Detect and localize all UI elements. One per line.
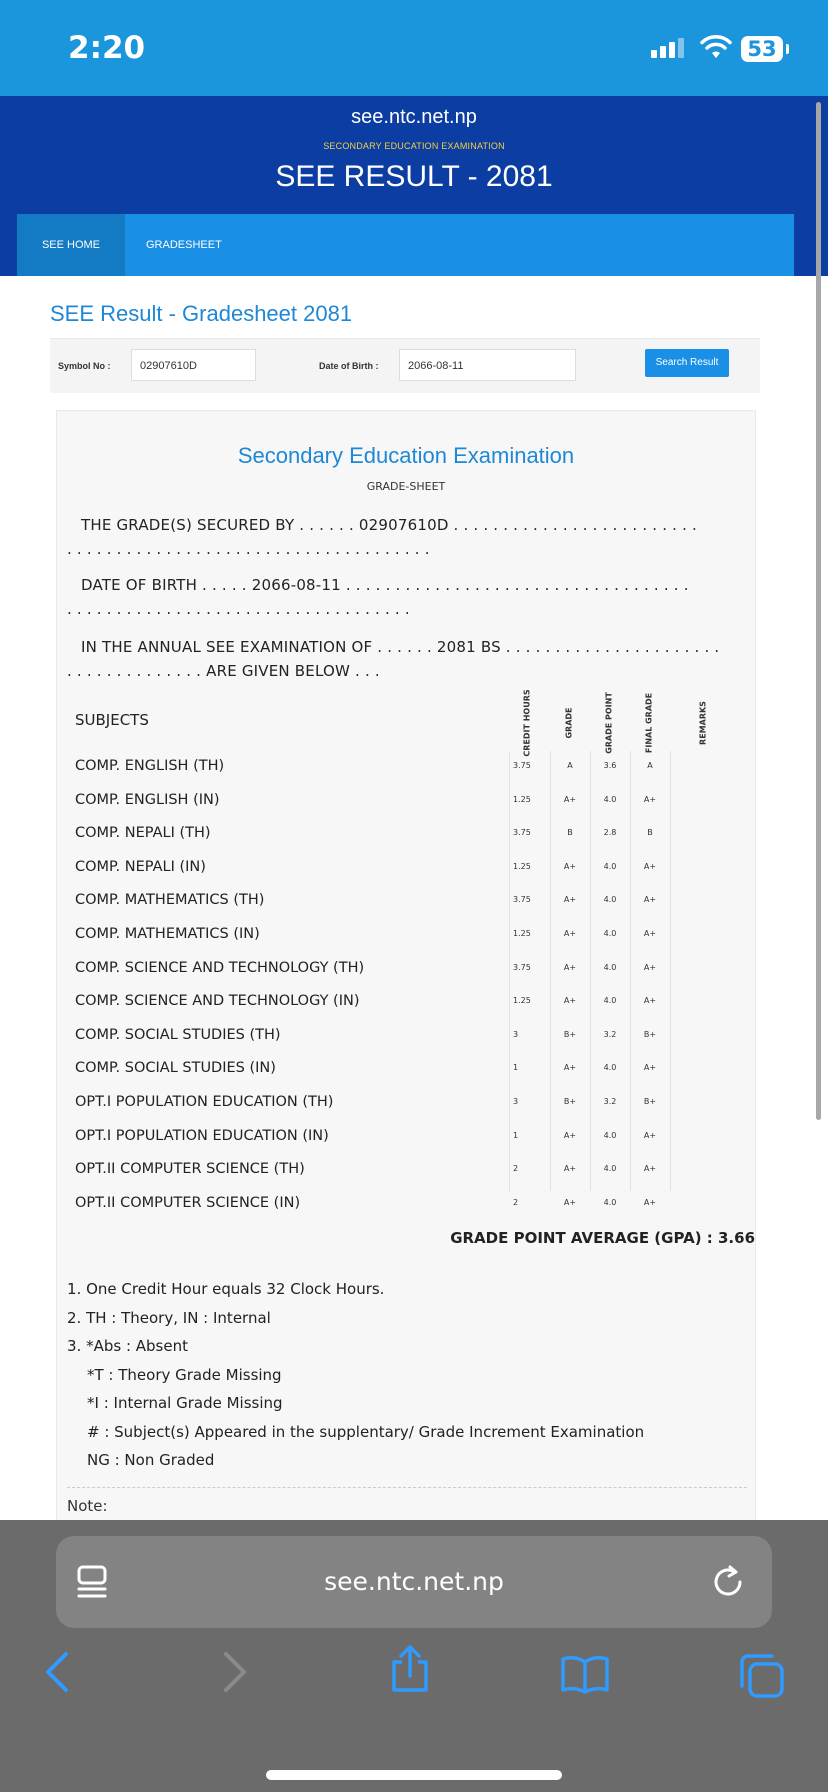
table-row [57,919,755,952]
grade-cell: A+ [563,1063,577,1073]
dob-line: DATE OF BIRTH . . . . . 2066-08-11 . . . . . . . . . . . . . . . . . . . . . . . . . . . . . . . . . . . [81,576,689,594]
table-row [57,953,755,986]
grade-point-cell: 4.0 [603,895,617,905]
table-row [57,1154,755,1187]
subjects-header: SUBJECTS [75,711,149,729]
note-item: 1. One Credit Hour equals 32 Clock Hours. [67,1280,385,1298]
final-grade-cell: B [647,828,653,838]
bookmarks-icon[interactable] [560,1654,610,1694]
subject-cell: COMP. NEPALI (TH) [75,825,211,842]
search-result-button[interactable]: Search Result [645,349,729,377]
site-subtitle: SECONDARY EDUCATION EXAMINATION [323,141,505,151]
grade-cell: A+ [563,794,577,804]
grade-cell: B+ [563,1029,577,1039]
grade-cell: A+ [563,1164,577,1174]
grade-header: GRADE [564,707,574,739]
site-header [0,96,828,214]
exam-line-2: . . . . . . . . . . . . . . ARE GIVEN BELOW . . . [67,662,380,680]
credit-hours-cell: 3 [513,1097,519,1106]
final-grade-cell: B+ [643,1029,657,1039]
cellular-signal-icon [651,38,687,58]
back-icon[interactable] [42,1650,72,1694]
final-grade-header: FINAL GRADE [644,692,654,754]
nav-see-home[interactable]: SEE HOME [17,214,125,276]
navbar-strip [17,214,794,276]
grade-point-cell: 4.0 [603,794,617,804]
secured-by-line-2: . . . . . . . . . . . . . . . . . . . . . . . . . . . . . . . . . . . . . [67,540,430,558]
final-grade-cell: A+ [643,794,657,804]
site-domain: see.ntc.net.np [351,106,477,128]
search-form [50,338,760,393]
note-item: # : Subject(s) Appeared in the supplentary/ Grade Increment Examination [87,1422,645,1441]
final-grade-cell: A+ [643,1164,657,1174]
address-bar[interactable] [56,1536,772,1628]
wifi-icon [700,34,732,60]
symbol-label: Symbol No : [58,361,111,371]
tabs-icon[interactable] [738,1652,786,1700]
grade-point-cell: 2.8 [603,828,617,838]
table-row [57,986,755,1019]
scrollbar[interactable] [816,102,821,1120]
subject-cell: OPT.I POPULATION EDUCATION (IN) [75,1127,329,1144]
grade-point-cell: 4.0 [603,1197,617,1207]
final-grade-cell: A+ [643,962,657,972]
table-row [57,1121,755,1154]
grade-point-cell: 3.2 [603,1029,617,1039]
subject-cell: COMP. MATHEMATICS (IN) [75,926,260,942]
grade-cell: A+ [563,861,577,871]
final-grade-cell: A+ [643,929,657,938]
share-icon[interactable] [388,1644,432,1694]
table-row [57,818,755,851]
grade-point-cell: 4.0 [603,996,617,1006]
grade-cell: B [567,828,573,838]
remarks-header: REMARKS [698,701,708,745]
subject-cell: OPT.I POPULATION EDUCATION (TH) [75,1094,334,1110]
grade-cell: B+ [563,1097,577,1106]
grade-point-cell: 4.0 [603,1130,617,1140]
final-grade-cell: A+ [643,1130,657,1140]
table-row [57,1087,755,1120]
final-grade-cell: A+ [643,895,657,905]
exam-line: IN THE ANNUAL SEE EXAMINATION OF . . . . . . 2081 BS . . . . . . . . . . . . . . . . . . . . . . [81,638,720,656]
final-grade-cell: A+ [643,1063,657,1073]
subject-cell: COMP. SCIENCE AND TECHNOLOGY (TH) [75,959,365,976]
credit-hours-cell: 1.25 [513,929,531,938]
forward-icon[interactable] [220,1650,250,1694]
credit-hours-cell: 3 [513,1029,519,1039]
table-row [57,1020,755,1053]
home-indicator[interactable] [266,1770,562,1780]
navbar [0,214,828,276]
credit-hours-cell: 3.75 [513,761,531,770]
subject-cell: OPT.II COMPUTER SCIENCE (TH) [75,1161,305,1178]
grade-point-header: GRADE POINT [604,692,614,754]
note-item: *T : Theory Grade Missing [87,1365,282,1384]
notes-list [67,1275,644,1475]
sheet-subtitle: GRADE-SHEET [366,480,446,493]
final-grade-cell: A+ [643,1197,657,1207]
browser-toolbar [0,1520,828,1792]
subject-cell: OPT.II COMPUTER SCIENCE (IN) [75,1194,301,1211]
credit-hours-header: CREDIT HOURS [522,689,532,757]
credit-hours-cell: 1 [513,1130,519,1140]
grade-sheet [56,410,756,1522]
table-row [57,785,755,818]
grade-cell: A+ [563,1197,577,1207]
grade-point-cell: 4.0 [603,929,617,938]
site-title: SEE RESULT - 2081 [275,160,553,193]
table-row [57,852,755,885]
subject-cell: COMP. ENGLISH (IN) [75,791,220,808]
dob-line-2: . . . . . . . . . . . . . . . . . . . . . . . . . . . . . . . . . . . [67,600,410,618]
final-grade-cell: A [647,761,653,770]
grade-point-cell: 4.0 [603,1063,617,1073]
grade-point-cell: 4.0 [603,861,617,871]
subject-cell: COMP. SCIENCE AND TECHNOLOGY (IN) [75,993,360,1010]
credit-hours-cell: 3.75 [513,828,531,838]
table-row [57,885,755,918]
grade-point-cell: 4.0 [603,1164,617,1174]
final-grade-cell: A+ [643,861,657,871]
nav-gradesheet[interactable]: GRADESHEET [146,239,222,251]
grade-cell: A+ [563,962,577,972]
credit-hours-cell: 1.25 [513,996,531,1006]
table-row [57,1053,755,1086]
table-row [57,1188,755,1221]
gpa-summary: GRADE POINT AVERAGE (GPA) : 3.66 [450,1229,755,1247]
table-row [57,751,755,784]
final-grade-cell: A+ [643,996,657,1006]
subject-cell: COMP. NEPALI (IN) [75,858,206,875]
note-item: *I : Internal Grade Missing [87,1394,283,1412]
grade-cell: A+ [563,895,577,905]
url-text: see.ntc.net.np [324,1567,504,1596]
grade-point-cell: 3.6 [603,761,617,770]
battery-tip [786,44,789,54]
status-time: 2:20 [68,30,146,66]
secured-by-line: THE GRADE(S) SECURED BY . . . . . . 02907610D . . . . . . . . . . . . . . . . . . . . . . . . . [81,516,697,534]
subject-cell: COMP. SOCIAL STUDIES (IN) [75,1060,276,1077]
note-label: Note: [67,1497,108,1515]
subject-cell: COMP. SOCIAL STUDIES (TH) [75,1026,281,1043]
dob-label: Date of Birth : [319,361,379,371]
credit-hours-cell: 1.25 [513,861,531,871]
grade-cell: A+ [563,929,577,938]
grade-cell: A+ [563,1130,577,1140]
note-item: 2. TH : Theory, IN : Internal [67,1308,271,1327]
page-title: SEE Result - Gradesheet 2081 [50,301,353,326]
symbol-input[interactable]: 02907610D [131,349,256,381]
grade-cell: A [567,761,573,770]
battery-icon: 53 [741,36,783,62]
sheet-title: Secondary Education Examination [237,443,575,468]
subject-cell: COMP. MATHEMATICS (TH) [75,892,265,909]
credit-hours-cell: 1 [513,1063,519,1073]
subject-cell: COMP. ENGLISH (TH) [75,758,225,774]
credit-hours-cell: 3.75 [513,895,531,905]
note-item: NG : Non Graded [87,1451,215,1469]
status-bar [0,0,828,96]
note-item: 3. *Abs : Absent [67,1337,188,1355]
grade-cell: A+ [563,996,577,1006]
credit-hours-cell: 3.75 [513,962,531,972]
reload-icon[interactable] [710,1564,746,1600]
dob-input[interactable]: 2066-08-11 [399,349,576,381]
credit-hours-cell: 2 [513,1197,519,1207]
grade-point-cell: 3.2 [603,1097,617,1106]
credit-hours-cell: 1.25 [513,794,531,804]
grade-point-cell: 4.0 [603,962,617,972]
note-divider [67,1487,747,1488]
final-grade-cell: B+ [643,1097,657,1106]
credit-hours-cell: 2 [513,1164,519,1174]
